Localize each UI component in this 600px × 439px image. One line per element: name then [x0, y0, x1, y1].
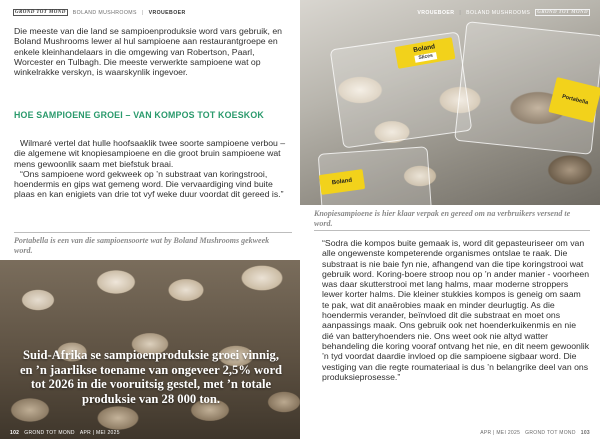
- grond-tot-mond-logo: GROND TOT MOND: [15, 10, 66, 15]
- photo-caption: Portabella is een van die sampioensoorte wat by Boland Mushrooms gekweek word.: [14, 236, 270, 255]
- portabella-mushrooms-photo: [0, 260, 300, 439]
- footer-magazine: GROND TOT MOND: [24, 430, 75, 436]
- header-divider: |: [459, 9, 462, 16]
- photo-caption: Knopiesampioene is hier klaar verpak en gereed om na verbruikers versend te word.: [314, 209, 571, 228]
- page-number: 102: [10, 430, 20, 436]
- package-label: Boland: [319, 169, 365, 195]
- package-label: Portabella: [548, 77, 600, 123]
- footer-issue: APR | MEI 2025: [480, 430, 521, 436]
- packaged-mushrooms-photo: [300, 0, 600, 205]
- right-page: [300, 0, 600, 439]
- caption-divider: [314, 230, 590, 231]
- left-body-text: [14, 138, 292, 200]
- package-label-type: Slices: [414, 52, 437, 62]
- page-number: 103: [580, 430, 590, 436]
- body-paragraph: Wilmaré vertel dat hulle hoofsaaklik twee soorte sampioene verbou – die algemene wit knopiesampioene en die groot bruin sampioene wat mens gewoonlik saam met biefstuk braai.: [14, 138, 286, 169]
- footer-issue: APR | MEI 2025: [79, 430, 120, 436]
- left-running-header: [13, 9, 186, 16]
- header-section: VROUEBOER: [148, 9, 186, 16]
- footer-magazine: GROND TOT MOND: [525, 430, 576, 436]
- photo-overlay-quote: Suid-Afrika se sampioenproduksie groei vinnig, en ’n jaarlikse toename van ongeveer 2,5% word tot 2026 in die vooruitsig gestel, met ’n totale produksie van 28 000 ton.: [19, 348, 283, 406]
- header-divider: |: [141, 9, 144, 16]
- header-publication: BOLAND MUSHROOMS: [72, 9, 137, 16]
- section-heading: HOE SAMPIOENE GROEI – VAN KOMPOS TOT KOESKOK: [14, 110, 264, 120]
- intro-paragraph: Die meeste van die land se sampioenproduksie word vars gebruik, en Boland Mushrooms lewer al hul sampioene aan restaurantgroepe en enkele kleinhandelaars in die omgewing van Robertson, Paarl, Worcester en Tulbagh. Die meeste verwerkte sampioene wat op winkelrakke verskyn, is waarskynlik ingevoer.: [14, 26, 283, 78]
- right-body-text: “Sodra die kompos buite gemaak is, word dit gepasteuriseer om van alle ongewenste kompeterende organismes ontslae te raak. Die substraat is nie baie fyn nie, afhangend van die tipe koringstrooi wat gebruik word. Koring-boere stroop nou op ’n ander manier - voorheen was daar skutterstrooi met lang halms, maar moderne stroppers lewer korter halms. Die kleiner stukkies kompos is geneig om saam te pak, wat dit anaërobies maak en minder deurlugtig. As die hoendermis verander, beïnvloed dit die substraat en moet ons aanpassings maak. Ons gebruik ook net hoenderkuikenmis en nie dié van batteryhoenders nie. Ons weet ook nie altyd watter behandeling die koring vooraf ontvang het nie, en dit neem gewoonlik ’n tyd voordat daardie invloed op die sampioene sigbaar word. Die vestiging van die regte roumateriaal is dus ’n belangrike deel van ons produksieprosesse.”: [322, 238, 590, 382]
- body-paragraph: “Ons sampioene word gekweek op ’n substraat van koringstrooi, hoendermis en gips wat gemeng word. Die vervaardiging vind buite plaas en kan enigiets van drie tot vyf weke duur voordat dit gereed is.”: [14, 168, 284, 200]
- left-footer: [10, 430, 120, 436]
- right-running-header: [417, 9, 590, 16]
- package-label-brand: Boland: [412, 42, 436, 54]
- caption-divider: [14, 232, 292, 233]
- right-footer: [480, 430, 590, 436]
- header-section: VROUEBOER: [417, 9, 455, 16]
- header-publication: BOLAND MUSHROOMS: [466, 9, 531, 16]
- grond-tot-mond-logo: GROND TOT MOND: [537, 10, 588, 15]
